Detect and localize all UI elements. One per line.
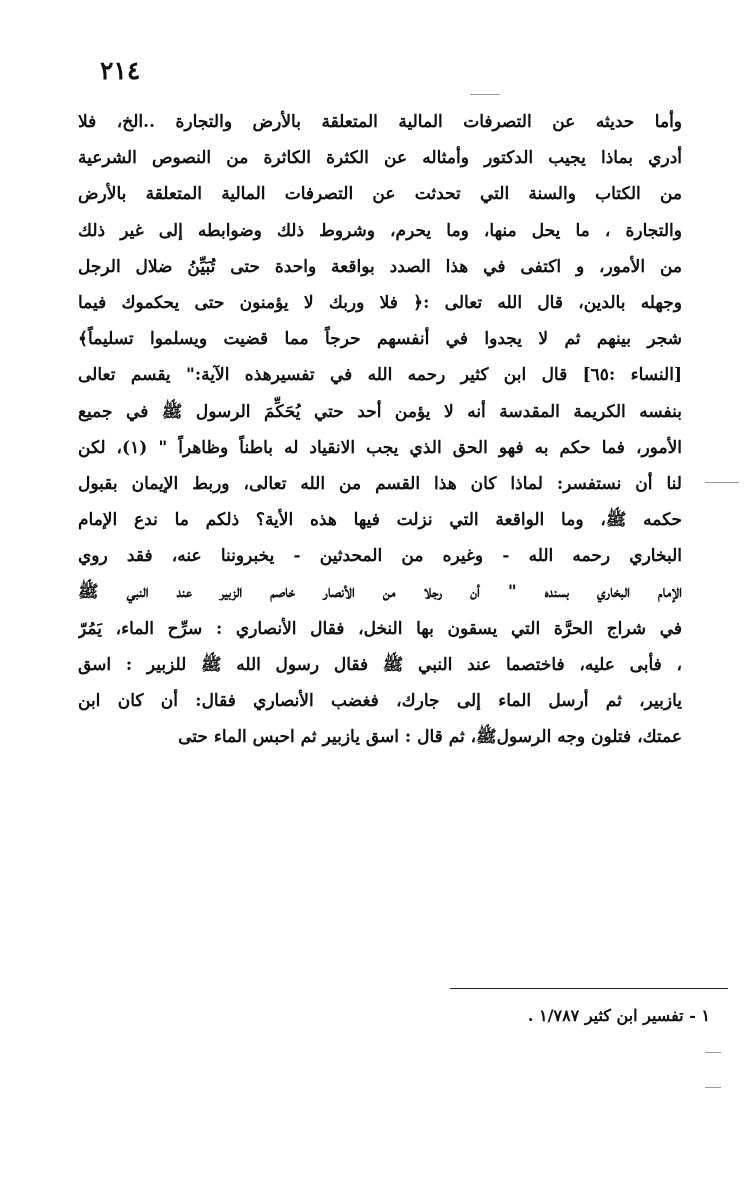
footnote-divider — [450, 988, 728, 989]
text-line: أدري بماذا يجيب الدكتور وأمثاله عن الكثرة الكاثرة من النصوص الشرعية — [78, 148, 682, 169]
scan-speck — [705, 1087, 721, 1088]
text-line: شجر بينهم ثم لا يجدوا في أنفسهم حرجاً مما قضيت ويسلموا تسليماً﴾ — [78, 329, 682, 350]
text-line: [النساء :٦٥] قال ابن كثير رحمه الله في تفسيرهذه الآية:" يقسم تعالى — [78, 365, 682, 386]
text-line: من الأمور، و اكتفى في هذا الصدد بواقعة واحدة حتى تُبَيِّنُ ضلال الرجل — [78, 256, 682, 277]
text-line: حكمه ﷺ، وما الواقعة التي نزلت فيها هذه الأية؟ ذلكم ما ندع الإمام — [78, 510, 682, 531]
text-line: بنفسه الكريمة المقدسة أنه لا يؤمن أحد حتي يُحَكِّمَ الرسول ﷺ في جميع — [78, 401, 682, 422]
text-line: والتجارة ، ما يحل منها، وما يحرم، وشروط ذلك وضوابطه إلى غير ذلك — [78, 220, 682, 241]
scan-speck — [705, 482, 739, 483]
scan-speck — [470, 94, 500, 95]
text-line: يازبير، ثم أرسل الماء إلى جارك، فغضب الأنصاري فقال: أن كان ابن — [78, 691, 682, 711]
text-line: الإمام البخاري بسنده " أن رجلا من الأنصار خاصم الزبير عند النبي ﷺ — [78, 582, 682, 603]
scan-speck — [705, 1052, 721, 1053]
body-text — [78, 104, 682, 755]
text-line: الأمور، فما حكم به فهو الحق الذي يجب الانقياد له باطناً وظاهراً " (١)، لكن — [78, 437, 682, 458]
text-line: من الكتاب والسنة التي تحدثت عن التصرفات المالية المتعلقة بالأرض — [78, 184, 682, 205]
text-line: وأما حديثه عن التصرفات المالية المتعلقة بالأرض والتجارة ..الخ، فلا — [78, 112, 682, 132]
text-line: البخاري رحمه الله - وغيره من المحدثين - يخبروننا عنه، فقد روي — [78, 546, 682, 567]
text-line: في شراج الحرَّة التي يسقون بها النخل، فقال الأنصاري : سرِّح الماء، يَمُرّ — [78, 618, 682, 639]
text-line: لنا أن نستفسر: لماذا كان هذا القسم من الله تعالى، وربط الإيمان بقبول — [78, 473, 682, 494]
text-line: وجهله بالدين، قال الله تعالى :﴿ فلا وربك لا يؤمنون حتى يحكموك فيما — [78, 292, 682, 313]
text-line: ، فأبى عليه، فاختصما عند النبي ﷺ فقال رسول الله ﷺ للزبير : اسق — [78, 654, 682, 675]
footnote: ١ - تفسير ابن كثير ١/٧٨٧ . — [527, 1006, 710, 1025]
page-number: ٢١٤ — [100, 56, 141, 85]
text-line: عمتك، فتلون وجه الرسولﷺ، ثم قال : اسق يازبير ثم احبس الماء حتى — [178, 727, 682, 748]
